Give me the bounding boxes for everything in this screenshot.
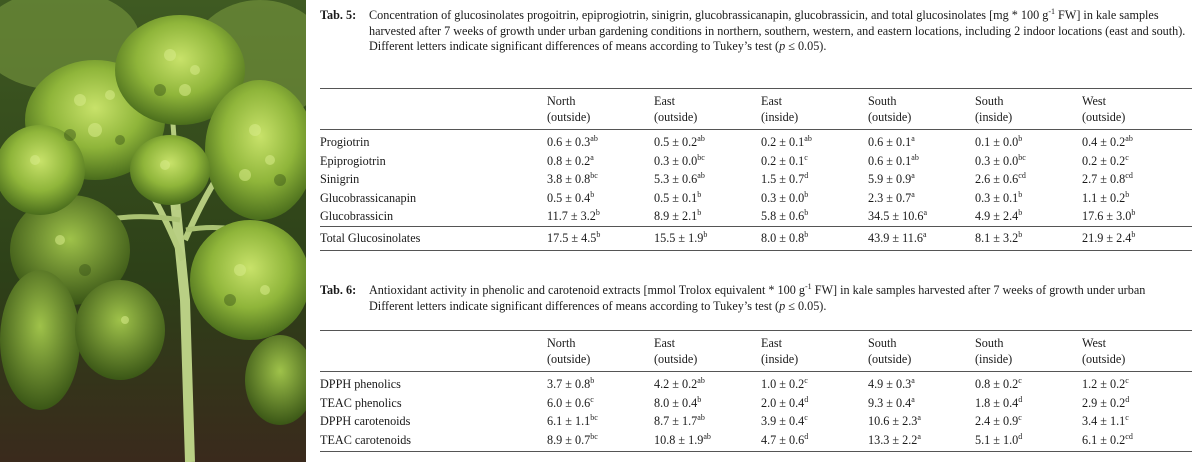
cell-value: 11.7 ± 3.2 (547, 209, 596, 223)
significance-letter: bc (590, 171, 598, 180)
table-cell (868, 130, 975, 152)
cell-value: 1.0 ± 0.2 (761, 377, 805, 391)
column-header-position: (outside) (654, 109, 698, 124)
significance-letter: a (911, 376, 915, 385)
significance-letter: c (1125, 152, 1129, 162)
table5-label: Tab. 5: (320, 8, 357, 22)
header-blank (320, 331, 547, 372)
table-row (320, 152, 1192, 171)
column-header-position: (outside) (1082, 351, 1126, 366)
table6-caption-body: Antioxidant activity in phenolic and carotenoid extracts [mmol Trolox equivalent * 100 $g^{-1}$ FW] in kale samples harvested after 7 weeks of growth under urban Different letters indicate significant differences of means according to Tukey’s test ( (369, 282, 1146, 313)
significance-letter: a (911, 171, 915, 180)
cell-value: 4.7 ± 0.6 (761, 432, 805, 447)
column-header-location: North (547, 94, 576, 108)
table-cell (761, 412, 868, 431)
cell-value: 2.4 ± 0.9 (975, 414, 1019, 428)
row-label: DPPH carotenoids (320, 414, 411, 428)
table-cell (868, 189, 975, 208)
table-cell (868, 431, 975, 452)
significance-letter: c (590, 394, 594, 404)
table-cell (547, 207, 654, 226)
significance-letter: c (804, 413, 808, 422)
table-cell (654, 152, 761, 171)
table-cell (868, 207, 975, 226)
table-row (320, 170, 1192, 189)
cell-value: 0.5 ± 0.2 (654, 135, 698, 149)
significance-letter: bc (590, 413, 598, 422)
table6-caption-text (369, 283, 1192, 314)
cell-value: 13.3 ± 2.2 (868, 432, 918, 447)
column-header (547, 89, 654, 130)
table-cell (868, 170, 975, 189)
table-cell (547, 152, 654, 171)
kale-plant-icon (0, 0, 306, 462)
significance-letter: d (1125, 394, 1130, 404)
table-cell (868, 152, 975, 171)
table-cell (1082, 412, 1192, 431)
significance-letter: b (804, 229, 809, 239)
cell-value: 3.8 ± 0.8 (547, 172, 591, 186)
column-header (975, 89, 1082, 130)
cell-value: 8.1 ± 3.2 (975, 230, 1019, 245)
cell-value: 0.3 ± 0.1 (975, 190, 1019, 205)
table-cell (654, 170, 761, 189)
table-cell (547, 226, 654, 250)
table-row (320, 394, 1192, 413)
column-header-location: East (761, 94, 782, 108)
table5-note (369, 39, 1192, 55)
unit-superscript: -1 (804, 282, 812, 291)
table6-note-end: ≤ 0.05). (785, 298, 827, 313)
table5 (320, 88, 1192, 251)
cell-value: 1.5 ± 0.7 (761, 172, 805, 186)
table5-note-text: Different letters indicate significant differences of means according to Tukey’s test ( (369, 39, 780, 53)
row-label: Total Glucosinolates (320, 230, 421, 245)
significance-letter: bc (590, 431, 598, 441)
column-header-location: East (761, 336, 782, 350)
column-header (654, 89, 761, 130)
cell-value: 21.9 ± 2.4 (1082, 230, 1132, 245)
significance-letter: bc (697, 152, 705, 162)
row-label: TEAC carotenoids (320, 432, 412, 447)
table6-header-row (320, 331, 1192, 372)
significance-letter: ab (590, 134, 598, 143)
table-cell (1082, 372, 1192, 394)
significance-letter: b (697, 394, 702, 404)
cell-value: 8.9 ± 2.1 (654, 209, 698, 223)
table-cell (761, 152, 868, 171)
table-cell (1082, 130, 1192, 152)
significance-letter: c (804, 376, 808, 385)
cell-value: 43.9 ± 11.6 (868, 230, 923, 245)
cell-value: 8.9 ± 0.7 (547, 432, 591, 447)
table-cell (975, 226, 1082, 250)
table-cell (547, 412, 654, 431)
significance-letter: ab (697, 171, 705, 180)
significance-letter: b (697, 208, 702, 217)
table-cell (761, 189, 868, 208)
cell-value: 34.5 ± 10.6 (868, 209, 924, 223)
table-cell (654, 226, 761, 250)
cell-value: 2.0 ± 0.4 (761, 395, 805, 410)
table-cell (654, 372, 761, 394)
column-header (547, 331, 654, 372)
significance-letter: c (1125, 376, 1129, 385)
cell-value: 4.9 ± 0.3 (868, 377, 912, 391)
significance-letter: b (1018, 229, 1023, 239)
cell-value: 17.6 ± 3.0 (1082, 209, 1132, 223)
column-header-location: South (975, 94, 1004, 108)
column-header-position: (outside) (654, 351, 698, 366)
table-cell (761, 431, 868, 452)
significance-letter: bc (1018, 152, 1026, 162)
cell-value: 0.6 ± 0.1 (868, 153, 912, 168)
significance-letter: b (703, 229, 708, 239)
table5-note-p: p (779, 39, 786, 53)
column-header-position: (inside) (761, 351, 799, 366)
significance-letter: ab (703, 431, 711, 441)
significance-letter: b (1131, 229, 1136, 239)
table-cell (868, 412, 975, 431)
table-cell (547, 431, 654, 452)
column-header-location: North (547, 336, 576, 350)
table-cell (975, 170, 1082, 189)
cell-value: 2.6 ± 0.6 (975, 172, 1019, 186)
column-header-location: West (1082, 94, 1107, 108)
significance-letter: d (1018, 394, 1023, 404)
table-cell (654, 412, 761, 431)
significance-letter: b (595, 208, 600, 217)
cell-value: 10.8 ± 1.9 (654, 432, 704, 447)
column-header (868, 331, 975, 372)
row-label: Progiotrin (320, 135, 370, 149)
significance-letter: c (1018, 413, 1022, 422)
column-header (975, 331, 1082, 372)
cell-value: 5.3 ± 0.6 (654, 172, 698, 186)
column-header (761, 89, 868, 130)
unit-superscript: -1 (1048, 7, 1055, 16)
table-cell (975, 372, 1082, 394)
significance-letter: a (911, 189, 915, 199)
significance-letter: a (923, 229, 927, 239)
significance-letter: b (590, 376, 595, 385)
column-header-position: (outside) (868, 351, 912, 366)
significance-letter: cd (1125, 431, 1133, 441)
significance-letter: d (1018, 431, 1023, 441)
column-header-position: (outside) (1082, 109, 1126, 124)
significance-letter: ab (697, 134, 705, 143)
significance-letter: b (1018, 208, 1023, 217)
significance-letter: c (1018, 376, 1022, 385)
column-header (868, 89, 975, 130)
cell-value: 2.7 ± 0.8 (1082, 172, 1126, 186)
cell-value: 8.7 ± 1.7 (654, 414, 698, 428)
table-cell (975, 431, 1082, 452)
significance-letter: b (697, 189, 702, 199)
significance-letter: b (1018, 134, 1023, 143)
cell-value: 3.4 ± 1.1 (1082, 414, 1126, 428)
table-cell (975, 189, 1082, 208)
content-area (320, 0, 1192, 462)
cell-value: 1.8 ± 0.4 (975, 395, 1019, 410)
row-label: DPPH phenolics (320, 377, 401, 391)
significance-letter: ab (697, 376, 705, 385)
table-cell (547, 170, 654, 189)
cell-value: 8.0 ± 0.8 (761, 230, 805, 245)
cell-value: 0.3 ± 0.0 (761, 190, 805, 205)
table-cell (761, 372, 868, 394)
cell-value: 1.2 ± 0.2 (1082, 377, 1126, 391)
table-cell (654, 394, 761, 413)
significance-letter: cd (1125, 171, 1133, 180)
table-cell (547, 189, 654, 208)
significance-letter: a (923, 208, 928, 217)
table6 (320, 330, 1192, 452)
cell-value: 4.2 ± 0.2 (654, 377, 698, 391)
column-header-position: (outside) (547, 109, 591, 124)
cell-value: 10.6 ± 2.3 (868, 414, 918, 428)
table-cell (1082, 226, 1192, 250)
significance-letter: d (804, 171, 809, 180)
column-header (1082, 331, 1192, 372)
significance-letter: d (804, 431, 809, 441)
cell-value: 6.1 ± 0.2 (1082, 432, 1126, 447)
table6-label: Tab. 6: (320, 283, 357, 297)
significance-letter: d (804, 394, 809, 404)
table5-caption-text: Concentration of glucosinolates progoitrin, epiprogiotrin, sinigrin, glucobrassicanapin, glucobrassicin, and total glucosinolates [mg * 100 $g^{-1}$ FW] in kale samples harvested after 7 weeks of growth under urban gardening conditions in northern, southern, western, and eastern locations, including 2 indoor locations (east and south). (369, 7, 1186, 38)
significance-letter: b (804, 189, 809, 199)
cell-value: 0.5 ± 0.1 (654, 190, 698, 205)
table-cell (1082, 394, 1192, 413)
table-cell (654, 431, 761, 452)
table-cell (1082, 189, 1192, 208)
cell-value: 8.0 ± 0.4 (654, 395, 698, 410)
table-cell (654, 189, 761, 208)
cell-value: 1.1 ± 0.2 (1082, 190, 1126, 205)
cell-value: 6.0 ± 0.6 (547, 395, 591, 410)
table-cell (547, 372, 654, 394)
significance-letter: b (590, 189, 595, 199)
row-label: TEAC phenolics (320, 395, 402, 410)
cell-value: 4.9 ± 2.4 (975, 209, 1019, 223)
table-cell (975, 207, 1082, 226)
table-cell (761, 226, 868, 250)
table-cell (975, 394, 1082, 413)
table-row (320, 130, 1192, 152)
column-header (1082, 89, 1192, 130)
cell-value: 6.1 ± 1.1 (547, 414, 591, 428)
significance-letter: c (804, 152, 808, 162)
table-cell (975, 412, 1082, 431)
significance-letter: a (911, 394, 915, 404)
table-cell (868, 394, 975, 413)
significance-letter: b (596, 229, 601, 239)
significance-letter: c (1125, 413, 1129, 422)
table-row (320, 372, 1192, 394)
table-cell (975, 152, 1082, 171)
row-label: Glucobrassicin (320, 209, 394, 223)
cell-value: 5.9 ± 0.9 (868, 172, 912, 186)
cell-value: 9.3 ± 0.4 (868, 395, 912, 410)
cell-value: 3.7 ± 0.8 (547, 377, 591, 391)
table-cell (868, 372, 975, 394)
table-cell (654, 207, 761, 226)
column-header-position: (inside) (975, 351, 1013, 366)
significance-letter: ab (1125, 134, 1133, 143)
column-header-location: South (975, 336, 1004, 350)
column-header-location: East (654, 94, 675, 108)
cell-value: 0.2 ± 0.1 (761, 135, 805, 149)
table-row (320, 226, 1192, 250)
row-label: Epiprogiotrin (320, 153, 386, 168)
row-label: Glucobrassicanapin (320, 190, 417, 205)
significance-letter: a (911, 134, 915, 143)
kale-photo (0, 0, 306, 462)
column-header-location: South (868, 336, 897, 350)
cell-value: 0.4 ± 0.2 (1082, 135, 1126, 149)
column-header (654, 331, 761, 372)
column-header-position: (inside) (761, 109, 799, 124)
column-header-location: West (1082, 336, 1107, 350)
significance-letter: a (917, 431, 921, 441)
table6-note-p: p (779, 298, 786, 313)
cell-value: 0.8 ± 0.2 (975, 377, 1019, 391)
cell-value: 15.5 ± 1.9 (654, 230, 704, 245)
significance-letter: ab (911, 152, 919, 162)
table-cell (547, 130, 654, 152)
table-cell (761, 207, 868, 226)
table-cell (1082, 170, 1192, 189)
cell-value: 0.3 ± 0.0 (975, 153, 1019, 168)
table5-header-row (320, 89, 1192, 130)
table-cell (654, 130, 761, 152)
column-header-position: (inside) (975, 109, 1013, 124)
cell-value: 0.6 ± 0.3 (547, 135, 591, 149)
column-header (761, 331, 868, 372)
cell-value: 3.9 ± 0.4 (761, 414, 805, 428)
cell-value: 5.8 ± 0.6 (761, 209, 805, 223)
significance-letter: b (1131, 208, 1136, 217)
table-cell (761, 170, 868, 189)
cell-value: 0.2 ± 0.1 (761, 153, 805, 168)
table-cell (761, 130, 868, 152)
table6-caption (320, 283, 1192, 314)
cell-value: 0.2 ± 0.2 (1082, 153, 1126, 168)
cell-value: 5.1 ± 1.0 (975, 432, 1019, 447)
significance-letter: ab (697, 413, 705, 422)
cell-value: 0.8 ± 0.2 (547, 153, 591, 168)
cell-value: 0.1 ± 0.0 (975, 135, 1019, 149)
header-blank (320, 89, 547, 130)
table-cell (761, 394, 868, 413)
table5-note-end: ≤ 0.05). (785, 39, 827, 53)
cell-value: 2.3 ± 0.7 (868, 190, 912, 205)
table-cell (975, 130, 1082, 152)
column-header-location: East (654, 336, 675, 350)
significance-letter: b (804, 208, 809, 217)
table-row (320, 207, 1192, 226)
table-cell (868, 226, 975, 250)
table-cell (1082, 207, 1192, 226)
significance-letter: b (1018, 189, 1023, 199)
table-row (320, 431, 1192, 452)
cell-value: 0.3 ± 0.0 (654, 153, 698, 168)
significance-letter: cd (1018, 171, 1026, 180)
column-header-position: (outside) (868, 109, 912, 124)
column-header-position: (outside) (547, 351, 591, 366)
cell-value: 0.6 ± 0.1 (868, 135, 912, 149)
significance-letter: ab (804, 134, 812, 143)
row-label: Sinigrin (320, 172, 360, 186)
table-cell (547, 394, 654, 413)
significance-letter: a (590, 152, 594, 162)
cell-value: 0.5 ± 0.4 (547, 190, 591, 205)
cell-value: 17.5 ± 4.5 (547, 230, 597, 245)
column-header-location: South (868, 94, 897, 108)
significance-letter: b (1125, 189, 1130, 199)
table-row (320, 189, 1192, 208)
table5-caption (320, 8, 1192, 55)
significance-letter: a (917, 413, 921, 422)
table-cell (1082, 431, 1192, 452)
table-cell (1082, 152, 1192, 171)
cell-value: 2.9 ± 0.2 (1082, 395, 1126, 410)
table-row (320, 412, 1192, 431)
